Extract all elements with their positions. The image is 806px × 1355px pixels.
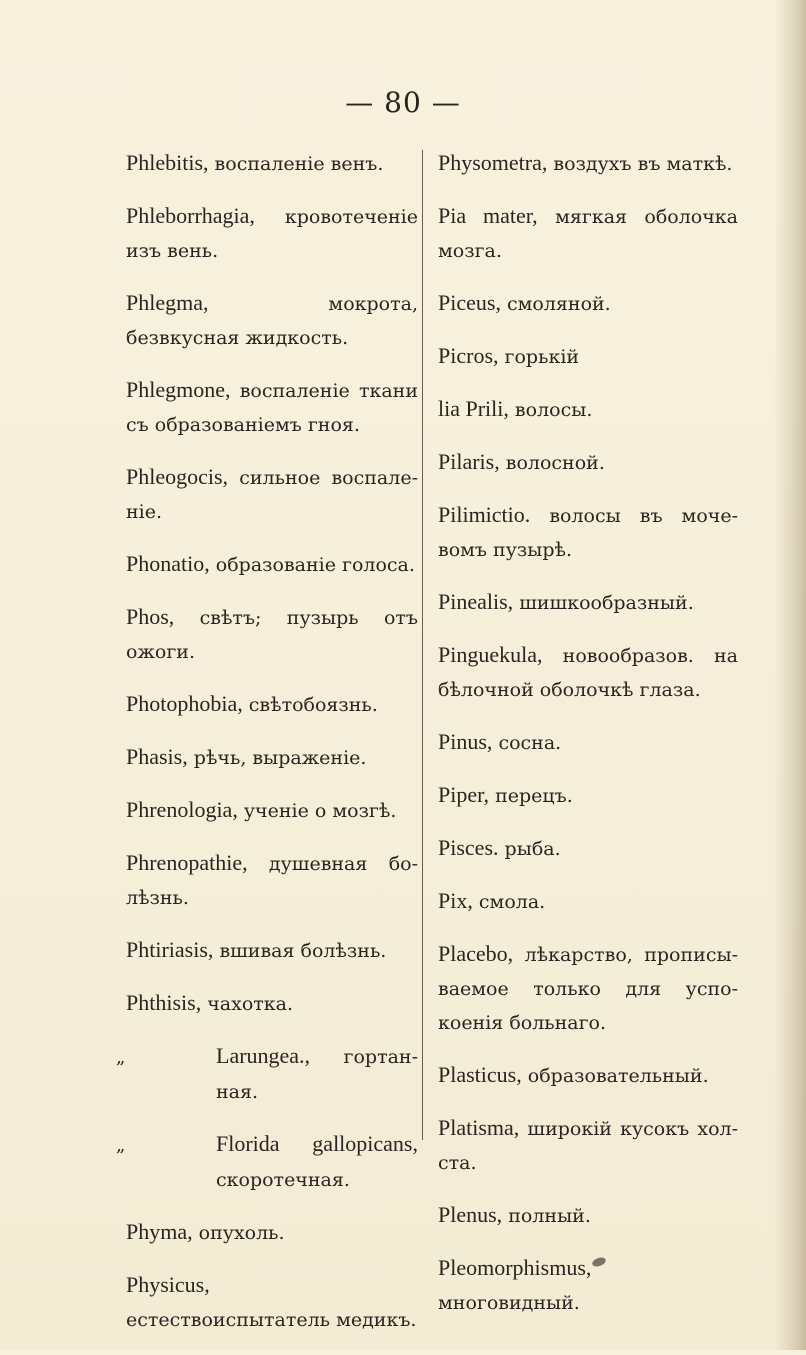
- dictionary-entry: [126, 740, 418, 775]
- dictionary-entry: [438, 778, 738, 813]
- entry-definition: естествоиспытатель медикъ.: [126, 1309, 417, 1331]
- dictionary-entry: [126, 1268, 418, 1337]
- entry-definition: перецъ.: [489, 785, 573, 807]
- entry-definition: гортан-ная.: [216, 1046, 418, 1103]
- entry-term: Phleborrhagia,: [126, 203, 255, 228]
- dictionary-entry: [126, 986, 418, 1021]
- entry-term: Pinguekula,: [438, 642, 543, 667]
- entry-definition: лѣкарство, прописы-ваемое только для успо-коенія больнаго.: [438, 944, 738, 1034]
- dictionary-entry: [438, 498, 738, 567]
- dictionary-entry: [126, 687, 418, 722]
- entry-definition: шишкообразный.: [513, 592, 694, 614]
- entry-definition: кровотеченіе изъ вень.: [126, 206, 418, 262]
- entry-term: Photophobia,: [126, 691, 243, 716]
- entry-term: Physicus,: [126, 1272, 210, 1297]
- entry-term: Phlebitis,: [126, 150, 209, 175]
- dictionary-entry: [438, 1058, 738, 1093]
- entry-term: Pisces.: [438, 835, 499, 860]
- entry-term: Pinealis,: [438, 589, 514, 614]
- entry-definition: ученіе о мозгѣ.: [237, 800, 397, 822]
- entry-term: Phrenologia,: [126, 797, 238, 822]
- entry-term: Larungea.,: [216, 1043, 311, 1068]
- ditto-mark: „: [116, 1135, 126, 1156]
- dictionary-entry: [126, 846, 418, 915]
- dictionary-entry: [126, 373, 418, 442]
- entry-definition: сосна.: [492, 732, 562, 754]
- entry-term: Phos,: [126, 604, 175, 629]
- entry-definition: полный.: [502, 1205, 591, 1227]
- entry-definition: широкій кусокъ хол-ста.: [438, 1118, 738, 1174]
- entry-term: Pix,: [438, 888, 473, 913]
- entry-definition: горькій: [498, 346, 580, 368]
- entry-term: Platisma,: [438, 1115, 520, 1140]
- dictionary-entry: [438, 884, 738, 919]
- dictionary-entry: [116, 1127, 418, 1197]
- dictionary-entry: [126, 1215, 418, 1250]
- dictionary-entry: [438, 392, 738, 427]
- entry-definition: воспаленіе венъ.: [208, 153, 384, 175]
- dictionary-entry: [126, 793, 418, 828]
- dictionary-entry: [438, 286, 738, 321]
- entry-definition: сильное воспале-ніе.: [126, 467, 418, 523]
- entry-definition: скоротечная.: [216, 1169, 350, 1191]
- entry-term: Phlegmone,: [126, 377, 231, 402]
- entry-definition: воспаленіе ткани съ образованіемъ гноя.: [126, 380, 418, 436]
- dictionary-entry: [126, 600, 418, 669]
- entry-term: Phthisis,: [126, 990, 202, 1015]
- entry-definition: образованіе голоса.: [209, 554, 415, 576]
- dictionary-entry: [126, 547, 418, 582]
- dictionary-entry: [438, 146, 738, 181]
- entry-definition: свѣтъ; пузырь отъ ожоги.: [126, 607, 418, 663]
- entry-term: Phrenopathie,: [126, 850, 248, 875]
- entry-definition: мягкая оболочка мозга.: [438, 206, 739, 262]
- entry-definition: смола.: [472, 891, 546, 913]
- entry-definition: мокрота, безвкусная жидкость.: [126, 293, 418, 349]
- entry-term: Pilimictio.: [438, 502, 531, 527]
- entry-term: Phasis,: [126, 744, 188, 769]
- dictionary-entry: [438, 585, 738, 620]
- entry-term: Physometra,: [438, 150, 548, 175]
- right-column: [438, 146, 738, 1338]
- entry-term: Florida gallopicans,: [216, 1131, 418, 1156]
- entry-definition: волосы въ моче-вомъ пузырѣ.: [438, 505, 738, 561]
- entry-term: Phyma,: [126, 1219, 193, 1244]
- entry-definition: образовательный.: [521, 1065, 709, 1087]
- entry-definition: волосы.: [508, 399, 593, 421]
- dictionary-entry: [438, 1198, 738, 1233]
- left-column: [116, 146, 418, 1355]
- entry-term: Phonatio,: [126, 551, 210, 576]
- dictionary-entry: [438, 831, 738, 866]
- entry-definition: душевная бо-лѣзнь.: [126, 853, 418, 909]
- dictionary-entry: [126, 460, 418, 529]
- entry-term: Pleomorphismus,: [438, 1255, 592, 1280]
- entry-term: Plenus,: [438, 1202, 503, 1227]
- entry-term: Piceus,: [438, 290, 501, 315]
- entry-term: Piper,: [438, 782, 490, 807]
- entry-definition: рыба.: [498, 838, 561, 860]
- entry-term: Plasticus,: [438, 1062, 522, 1087]
- dictionary-entry: [126, 933, 418, 968]
- dictionary-entry: [126, 286, 418, 355]
- entry-definition: свѣтобоязнь.: [242, 694, 378, 716]
- dictionary-entry: [438, 638, 738, 707]
- dictionary-entry: [116, 1039, 418, 1109]
- entry-term: Pilaris,: [438, 449, 500, 474]
- entry-definition: воздухъ въ маткѣ.: [547, 153, 733, 175]
- column-divider: [422, 150, 423, 1140]
- entry-definition: многовидный.: [438, 1292, 580, 1314]
- entry-term: Pinus,: [438, 729, 493, 754]
- dictionary-entry: [438, 937, 738, 1040]
- entry-definition: вшивая болѣзнь.: [213, 940, 387, 962]
- ditto-mark: „: [116, 1047, 126, 1068]
- entry-term: Placebo,: [438, 941, 514, 966]
- dictionary-entry: [126, 146, 418, 181]
- page-number: — 80 —: [345, 86, 461, 119]
- entry-definition: смоляной.: [500, 293, 611, 315]
- entry-term: lia Prili,: [438, 396, 509, 421]
- entry-definition: новообразов. на бѣлочной оболочкѣ глаза.: [438, 645, 738, 701]
- dictionary-entry: [438, 199, 738, 268]
- entry-definition: опухоль.: [192, 1222, 285, 1244]
- dictionary-entry: [126, 199, 418, 268]
- entry-definition: волосной.: [499, 452, 605, 474]
- entry-definition: чахотка.: [201, 993, 294, 1015]
- entry-term: Picros,: [438, 343, 499, 368]
- entry-definition: рѣчь, выраженіе.: [187, 747, 367, 769]
- dictionary-entry: [438, 1251, 738, 1320]
- dictionary-entry: [438, 445, 738, 480]
- entry-term: Phleogocis,: [126, 464, 229, 489]
- dictionary-entry: [438, 1111, 738, 1180]
- dictionary-entry: [438, 339, 738, 374]
- entry-term: Phlegma,: [126, 290, 209, 315]
- entry-term: Phtiriasis,: [126, 937, 214, 962]
- entry-term: Pia mater,: [438, 203, 538, 228]
- dictionary-entry: [438, 725, 738, 760]
